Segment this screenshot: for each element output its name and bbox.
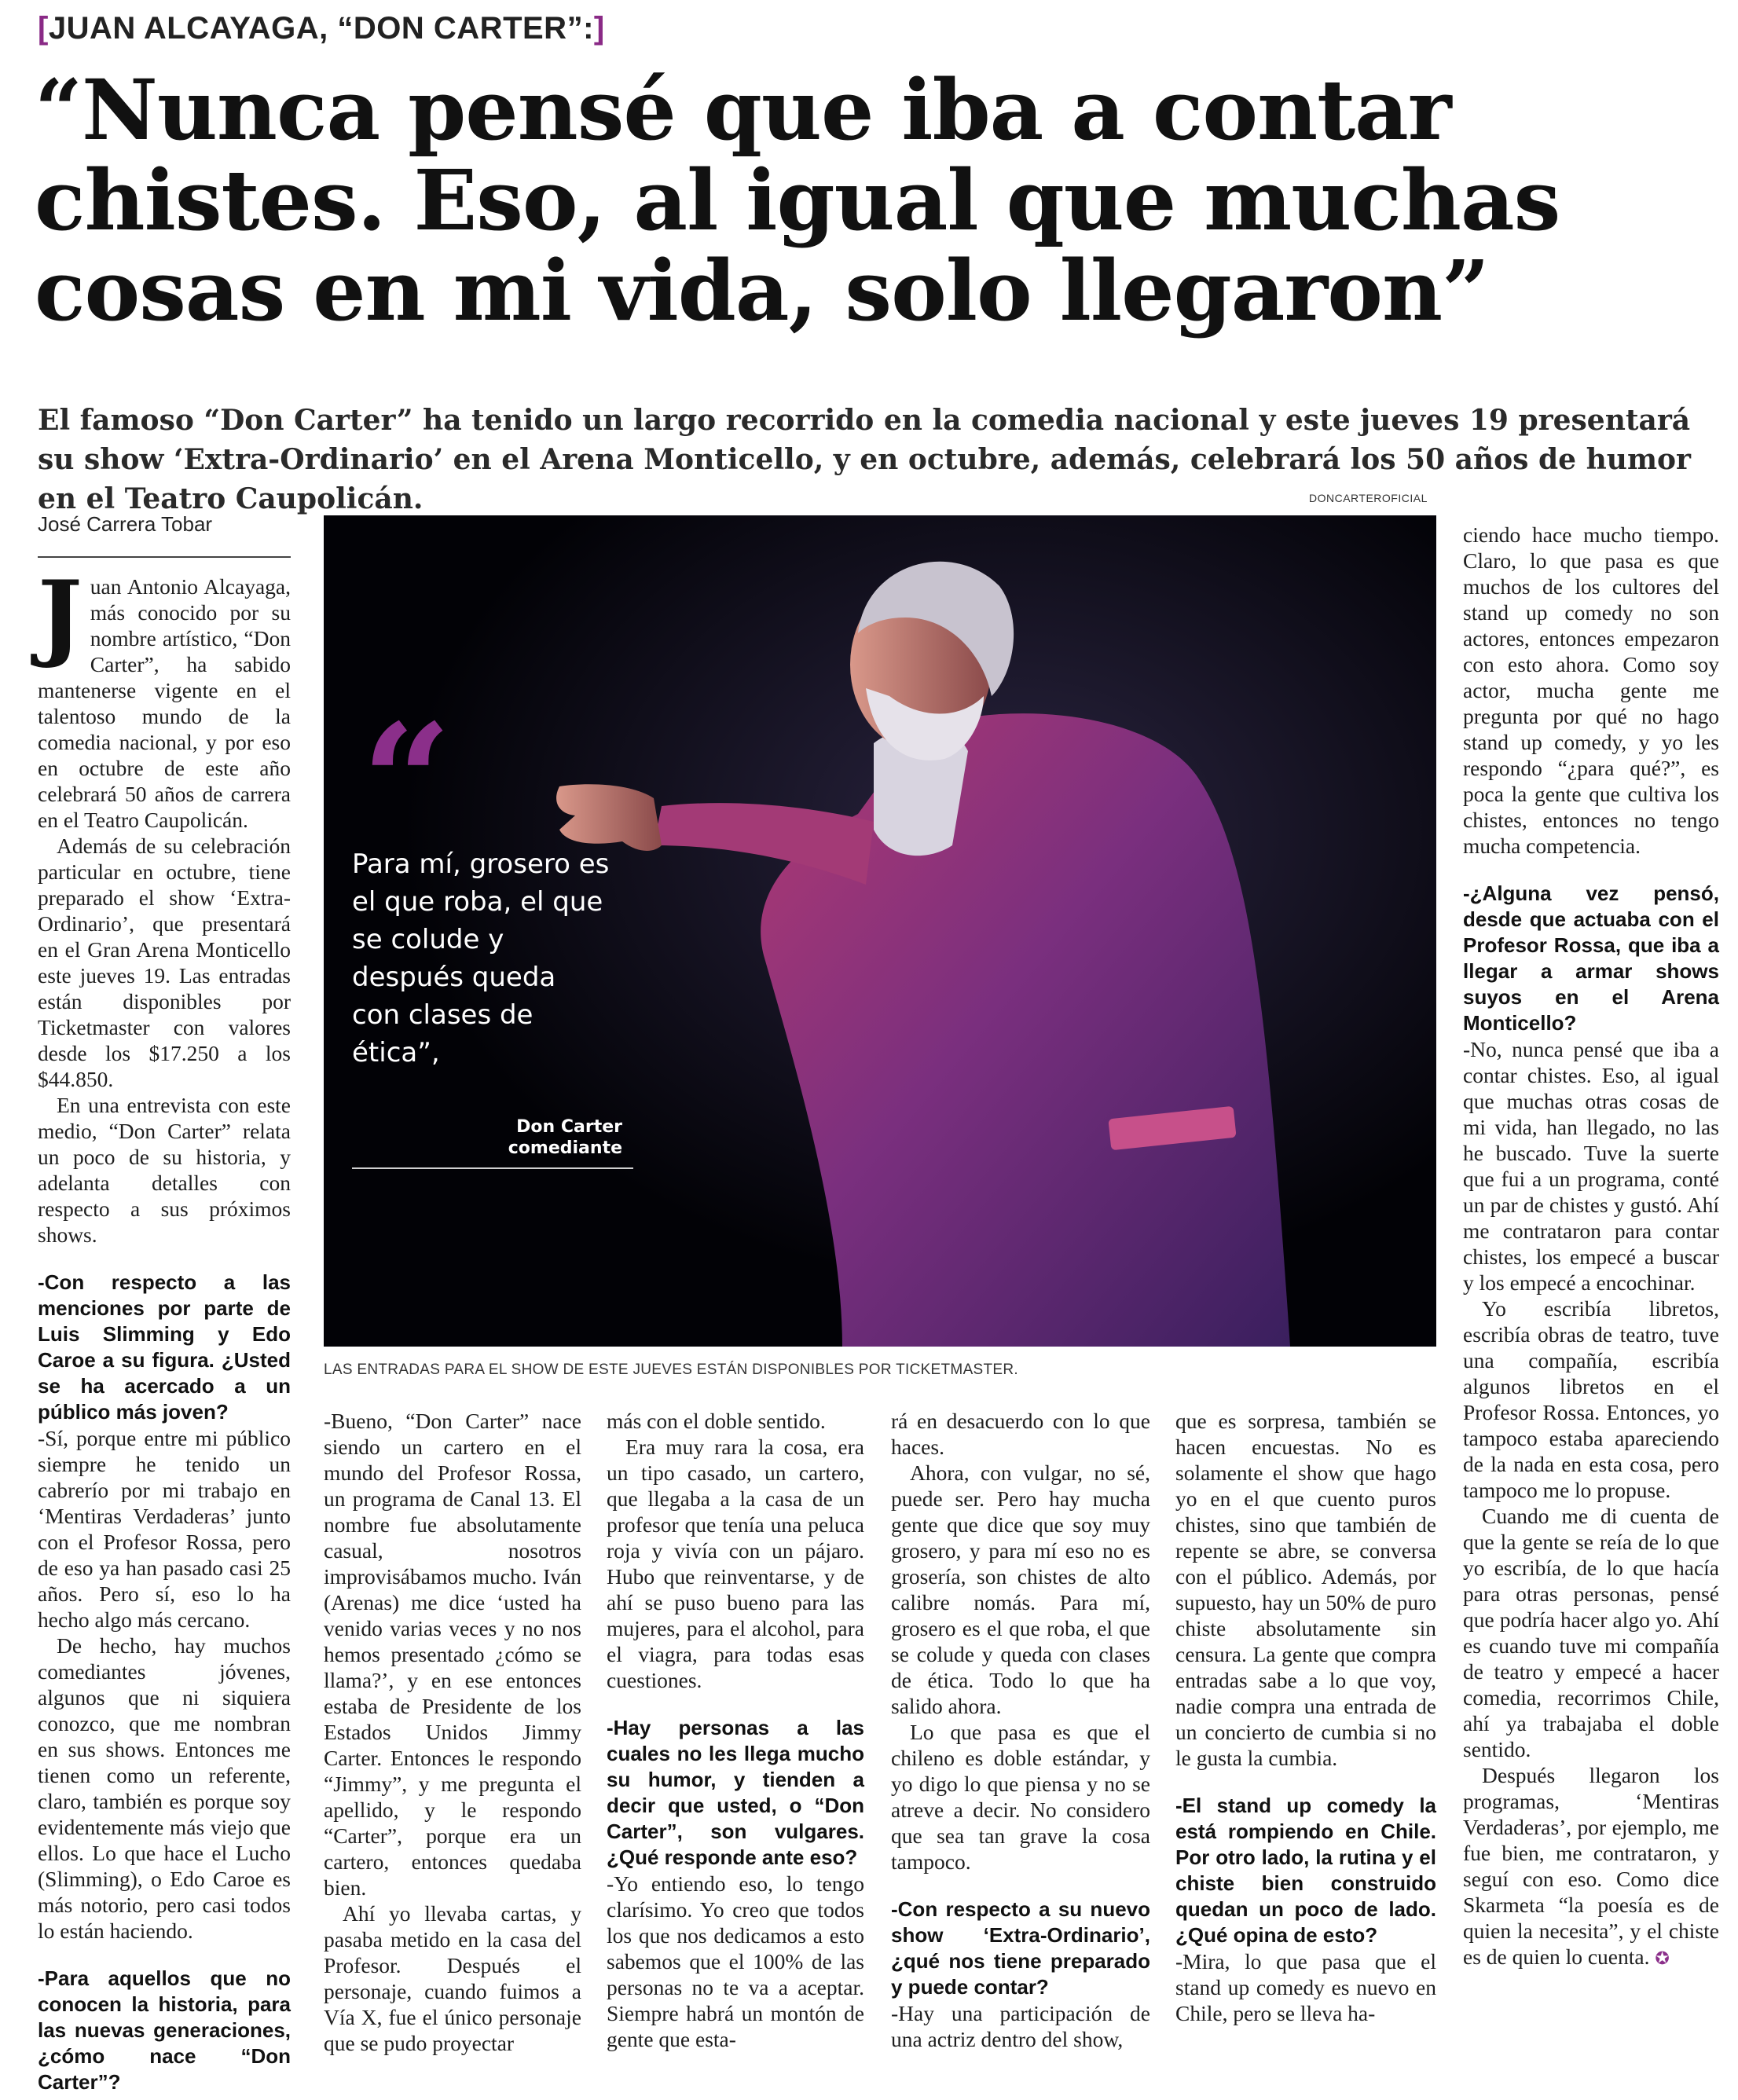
paragraph: más con el doble sentido. bbox=[607, 1409, 826, 1433]
pull-quote-divider bbox=[352, 1167, 633, 1169]
paragraph: Cuando me di cuenta de que la gente se reía de lo que yo escribía, de lo que hacía para otras personas, pensé que podría hacer algo yo. Ahí es cuando tuve mi compañía de teatro y empecé a hacer comedia, recorrimos Chile, ahí ya trabajaba el doble sentido. bbox=[1463, 1504, 1719, 1761]
closing-text: Después llegaron los programas, ‘Mentiras Verdaderas’, por ejemplo, me fue bien, me contrataron, y seguí con eso. Como dice Skarmeta “la poesía es de quien la necesita”, y el chiste es de quien lo cuenta. bbox=[1463, 1763, 1719, 1969]
article-column-2 bbox=[324, 1408, 581, 2056]
paragraph: Era muy rara la cosa, era un tipo casado, un cartero, que llegaba a la casa de un profesor que tenía una peluca roja y vivía con un pájaro. Hubo que reinventarse, y de ahí se puso bueno para las mujeres, para el alcohol, para el viagra, para todas esas cuestiones. bbox=[607, 1435, 864, 1692]
kicker-text: JUAN ALCAYAGA, “DON CARTER”: bbox=[48, 11, 594, 46]
headline: “Nunca pensé que iba a contar chistes. Eso, al igual que muchas cosas en mi vida, solo llegaron” bbox=[35, 60, 1560, 339]
byline-divider bbox=[38, 556, 291, 558]
interview-question: -Hay personas a las cuales no les llega mucho su humor, y tienden a decir que usted, o “Don Carter”, son vulgares. ¿Qué responde ante eso? bbox=[607, 1716, 864, 1869]
pull-quote-author: Don Carter bbox=[516, 1117, 622, 1137]
interview-question: -Con respecto a su nuevo show ‘Extra-Ordinario’, ¿qué nos tiene preparado y puede contar? bbox=[891, 1897, 1150, 1999]
paragraph: En una entrevista con este medio, “Don Carter” relata un poco de su historia, y adelanta detalles con respecto a sus próximos shows. bbox=[38, 1093, 291, 1247]
pull-quote-text: Para mí, grosero es el que roba, el que se colude y después queda con clases de ética”, bbox=[352, 848, 610, 1068]
article-column-4 bbox=[891, 1408, 1150, 2052]
interview-answer: -Yo entiendo eso, lo tengo clarísimo. Yo creo que todos los que nos dedicamos a esto sabemos que el 100% de las personas no te va a aceptar. Siempre habrá un montón de gente que esta- bbox=[607, 1871, 864, 2051]
paragraph: ciendo hace mucho tiempo. Claro, lo que pasa es que muchos de los cultores del stand up comedy no son actores, entonces empezaron con esto ahora. Como soy actor, mucha gente me pregunta por qué no hago stand up comedy, y yo les respondo “¿para qué?”, es poca la gente que cultiva los chistes, entonces no tengo mucha competencia. bbox=[1463, 522, 1719, 858]
interview-answer: -Sí, porque entre mi público siempre he tenido un cabrerío por mi trabajo en ‘Mentiras Verdaderas’ junto con el Profesor Rossa, pero de eso ya han pasado casi 25 años. Pero sí, eso lo ha hecho algo más cercano. bbox=[38, 1426, 291, 1632]
article-column-5 bbox=[1175, 1408, 1436, 2026]
paragraph: que es sorpresa, también se hacen encuestas. No es solamente el show que hago yo en el que cuento puros chistes, sino que también de repente se abre, se conversa con el público. Además, por supuesto, hay un 50% de puro chiste absolutamente sin censura. La gente que compra entradas sabe a lo que voy, nadie compra una entrada de un concierto de cumbia si no le gusta la cumbia. bbox=[1175, 1409, 1436, 1770]
interview-answer: -Bueno, “Don Carter” nace siendo un cartero en el mundo del Profesor Rossa, un programa de Canal 13. El nombre fue absolutamente casual, nosotros improvisábamos mucho. Iván (Arenas) me dice ‘usted ha venido varias veces y no nos hemos presentado ¿cómo se llama?’, y en ese entonces estaba de Presidente de los Estados Unidos Jimmy Carter. Entonces le respondo “Jimmy”, y me pregunta el apellido, y le respondo “Carter”, porque era un cartero, entonces quedaba bien. bbox=[324, 1409, 581, 1900]
pull-quote-mark: “ bbox=[361, 690, 453, 874]
interview-answer: -Mira, lo que pasa que el stand up comedy es nuevo en Chile, pero se lleva ha- bbox=[1175, 1949, 1436, 2025]
lead-paragraph bbox=[38, 560, 291, 833]
kicker-open-bracket: [ bbox=[38, 11, 49, 46]
article-photo bbox=[324, 515, 1436, 1347]
subhead: El famoso “Don Carter” ha tenido un largo recorrido en la comedia nacional y este jueves 19 presentará su show ‘Extra-Ordinario’ en el Arena Monticello, y en octubre, además, celebrará los 50 años de humor en el Teatro Caupolicán. bbox=[38, 404, 1692, 515]
paragraph: Ahí yo llevaba cartas, y pasaba metido en la casa del Profesor. Después el personaje, cuando fuimos a Vía X, fue el único personaje que se pudo proyectar bbox=[324, 1901, 581, 2055]
pull-quote-role: comediante bbox=[508, 1138, 622, 1158]
end-mark-icon: ✪ bbox=[1655, 1948, 1670, 1968]
paragraph: Además de su celebración particular en octubre, tiene preparado el show ‘Extra-Ordinario’, que presentará en el Gran Arena Monticello este jueves 19. Las entradas están disponibles por Ticketmaster con valores desde los $17.250 a los $44.850. bbox=[38, 834, 291, 1091]
kicker bbox=[38, 11, 605, 46]
article-column-1 bbox=[38, 560, 291, 2095]
interview-answer: -No, nunca pensé que iba a contar chistes. Eso, al igual que muchas otras cosas de mi vida, han llegado, no las he buscado. Tuve la suerte que fui a un programa, conté un par de chistes y gustó. Ahí me contrataron para contar chistes, los empecé a buscar y los empecé a encochinar. bbox=[1463, 1037, 1719, 1295]
paragraph: rá en desacuerdo con lo que haces. bbox=[891, 1409, 1150, 1459]
lead-text: uan Antonio Alcayaga, más conocido por su nombre artístico, “Don Carter”, ha sabido mantenerse vigente en el talentoso mundo de la comedia nacional, y por eso en octubre de este año celebrará 50 años de carrera en el Teatro Caupolicán. bbox=[38, 574, 291, 832]
byline: José Carrera Tobar bbox=[38, 512, 213, 536]
photo-credit: DONCARTEROFICIAL bbox=[1309, 492, 1428, 504]
interview-question: -Con respecto a las menciones por parte de Luis Slimming y Edo Caroe a su figura. ¿Usted se ha acercado a un público más joven? bbox=[38, 1270, 291, 1424]
photo-caption: LAS ENTRADAS PARA EL SHOW DE ESTE JUEVES ESTÁN DISPONIBLES POR TICKETMASTER. bbox=[324, 1362, 1018, 1378]
interview-question: -¿Alguna vez pensó, desde que actuaba con el Profesor Rossa, que iba a llegar a armar shows suyos en el Arena Monticello? bbox=[1463, 881, 1719, 1035]
interview-question: -Para aquellos que no conocen la historia, para las nuevas generaciones, ¿cómo nace “Don Carter”? bbox=[38, 1966, 291, 2094]
interview-answer: -Hay una participación de una actriz dentro del show, bbox=[891, 2001, 1150, 2051]
paragraph: De hecho, hay muchos comediantes jóvenes, algunos que ni siquiera conozco, que me nombran en sus shows. Entonces me tienen como un referente, claro, también es porque soy evidentemente más viejo que ellos. Lo que hace el Lucho (Slimming), o Edo Caroe es más notorio, pero casi todos lo están haciendo. bbox=[38, 1633, 291, 1943]
dropcap: J bbox=[38, 560, 82, 671]
pull-quote-attribution bbox=[465, 1116, 622, 1159]
article-column-3 bbox=[607, 1408, 864, 2052]
paragraph: Yo escribía libretos, escribía obras de teatro, tuve una compañía, escribía algunos libretos en el Profesor Rossa. Entonces, yo tampoco estaba apareciendo de la nada en esta cosa, pero tampoco me lo propuse. bbox=[1463, 1296, 1719, 1502]
interview-question: -El stand up comedy la está rompiendo en Chile. Por otro lado, la rutina y el chiste bien construido quedan un poco de lado. ¿Qué opina de esto? bbox=[1175, 1794, 1436, 1947]
article-column-6 bbox=[1463, 522, 1719, 1971]
paragraph: Lo que pasa es que el chileno es doble estándar, y yo digo lo que piensa y no se atreve a decir. No considero que sea tan grave la cosa tampoco. bbox=[891, 1720, 1150, 1874]
paragraph: Ahora, con vulgar, no sé, puede ser. Pero hay mucha gente que dice que soy muy grosero, y para mí eso no es grosería, son chistes de alto calibre nomás. Para mí, grosero es el que roba, el que se colude y queda con clases de ética. Todo lo que ha salido ahora. bbox=[891, 1460, 1150, 1718]
kicker-close-bracket: ] bbox=[593, 11, 605, 46]
paragraph bbox=[1463, 1762, 1719, 1971]
